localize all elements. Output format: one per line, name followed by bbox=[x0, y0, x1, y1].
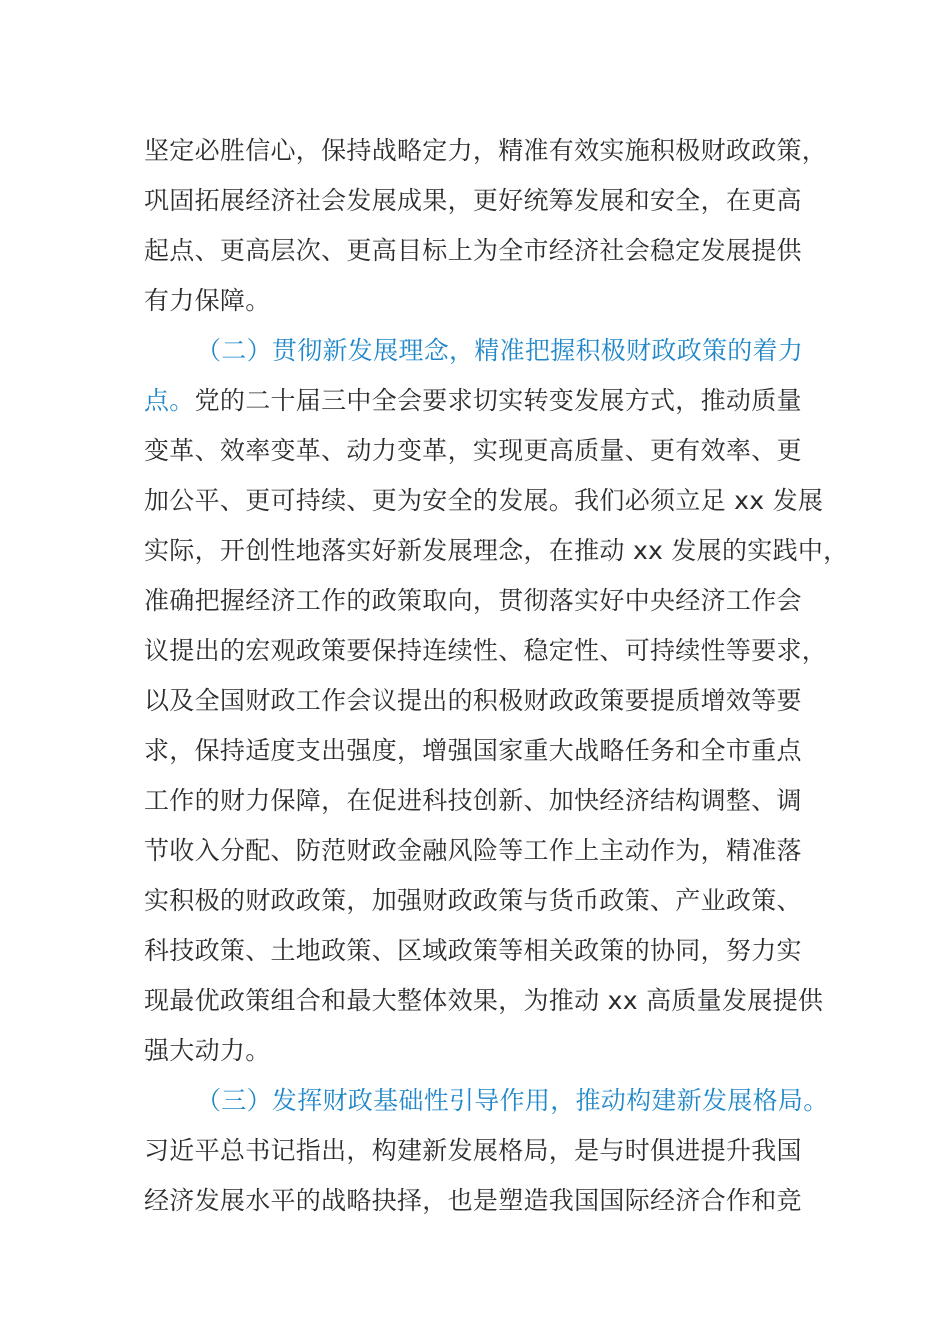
text-line bbox=[144, 1036, 844, 1070]
section-heading-2 bbox=[196, 336, 896, 370]
body-text: 节收入分配、防范财政金融风险等工作上主动作为，精准落 bbox=[144, 836, 802, 865]
body-text: 实际，开创性地落实好新发展理念，在推动 xx 发展的实践中， bbox=[144, 536, 849, 565]
body-text: 变革、效率变革、动力变革，实现更高质量、更有效率、更 bbox=[144, 436, 802, 465]
body-text: 现最优政策组合和最大整体效果，为推动 xx 高质量发展提供 bbox=[144, 986, 824, 1015]
body-text: 强大动力。 bbox=[144, 1036, 271, 1065]
text-line bbox=[144, 136, 844, 170]
body-text: 有力保障。 bbox=[144, 286, 271, 315]
text-line bbox=[144, 836, 844, 870]
text-line bbox=[144, 486, 844, 520]
body-text: 准确把握经济工作的政策取向，贯彻落实好中央经济工作会 bbox=[144, 586, 802, 615]
heading-text: （三）发挥财政基础性引导作用，推动构建新发展格局。 bbox=[196, 1086, 829, 1115]
text-line bbox=[144, 736, 844, 770]
body-text: 巩固拓展经济社会发展成果，更好统筹发展和安全，在更高 bbox=[144, 186, 802, 215]
body-text: 经济发展水平的战略抉择，也是塑造我国国际经济合作和竞 bbox=[144, 1186, 802, 1215]
heading-text: 点。 bbox=[144, 386, 195, 415]
text-line bbox=[144, 936, 844, 970]
body-text: 党的二十届三中全会要求切实转变发展方式，推动质量 bbox=[194, 386, 802, 415]
text-line bbox=[144, 386, 844, 420]
text-line bbox=[144, 636, 844, 670]
body-text: 坚定必胜信心，保持战略定力，精准有效实施积极财政政策， bbox=[144, 136, 828, 165]
body-text: 实积极的财政政策，加强财政政策与货币政策、产业政策、 bbox=[144, 886, 802, 915]
text-line bbox=[144, 1186, 844, 1220]
text-line bbox=[144, 686, 844, 720]
body-text: 加公平、更可持续、更为安全的发展。我们必须立足 xx 发展 bbox=[144, 486, 824, 515]
text-line bbox=[144, 1136, 844, 1170]
body-text: 起点、更高层次、更高目标上为全市经济社会稳定发展提供 bbox=[144, 236, 802, 265]
text-line bbox=[144, 286, 844, 320]
body-text: 科技政策、土地政策、区域政策等相关政策的协同，努力实 bbox=[144, 936, 802, 965]
text-line bbox=[144, 536, 849, 570]
body-text: 求，保持适度支出强度，增强国家重大战略任务和全市重点 bbox=[144, 736, 802, 765]
text-line bbox=[144, 986, 844, 1020]
text-line bbox=[144, 436, 844, 470]
body-text: 议提出的宏观政策要保持连续性、稳定性、可持续性等要求， bbox=[144, 636, 828, 665]
text-line bbox=[144, 586, 844, 620]
body-text: 以及全国财政工作会议提出的积极财政政策要提质增效等要 bbox=[144, 686, 802, 715]
text-line bbox=[144, 186, 844, 220]
section-heading-3 bbox=[196, 1086, 896, 1120]
body-text: 工作的财力保障，在促进科技创新、加快经济结构调整、调 bbox=[144, 786, 802, 815]
heading-text: （二）贯彻新发展理念，精准把握积极财政政策的着力 bbox=[196, 336, 804, 365]
text-line bbox=[144, 786, 844, 820]
text-line bbox=[144, 236, 844, 270]
body-text: 习近平总书记指出，构建新发展格局，是与时俱进提升我国 bbox=[144, 1136, 802, 1165]
text-line bbox=[144, 886, 844, 920]
